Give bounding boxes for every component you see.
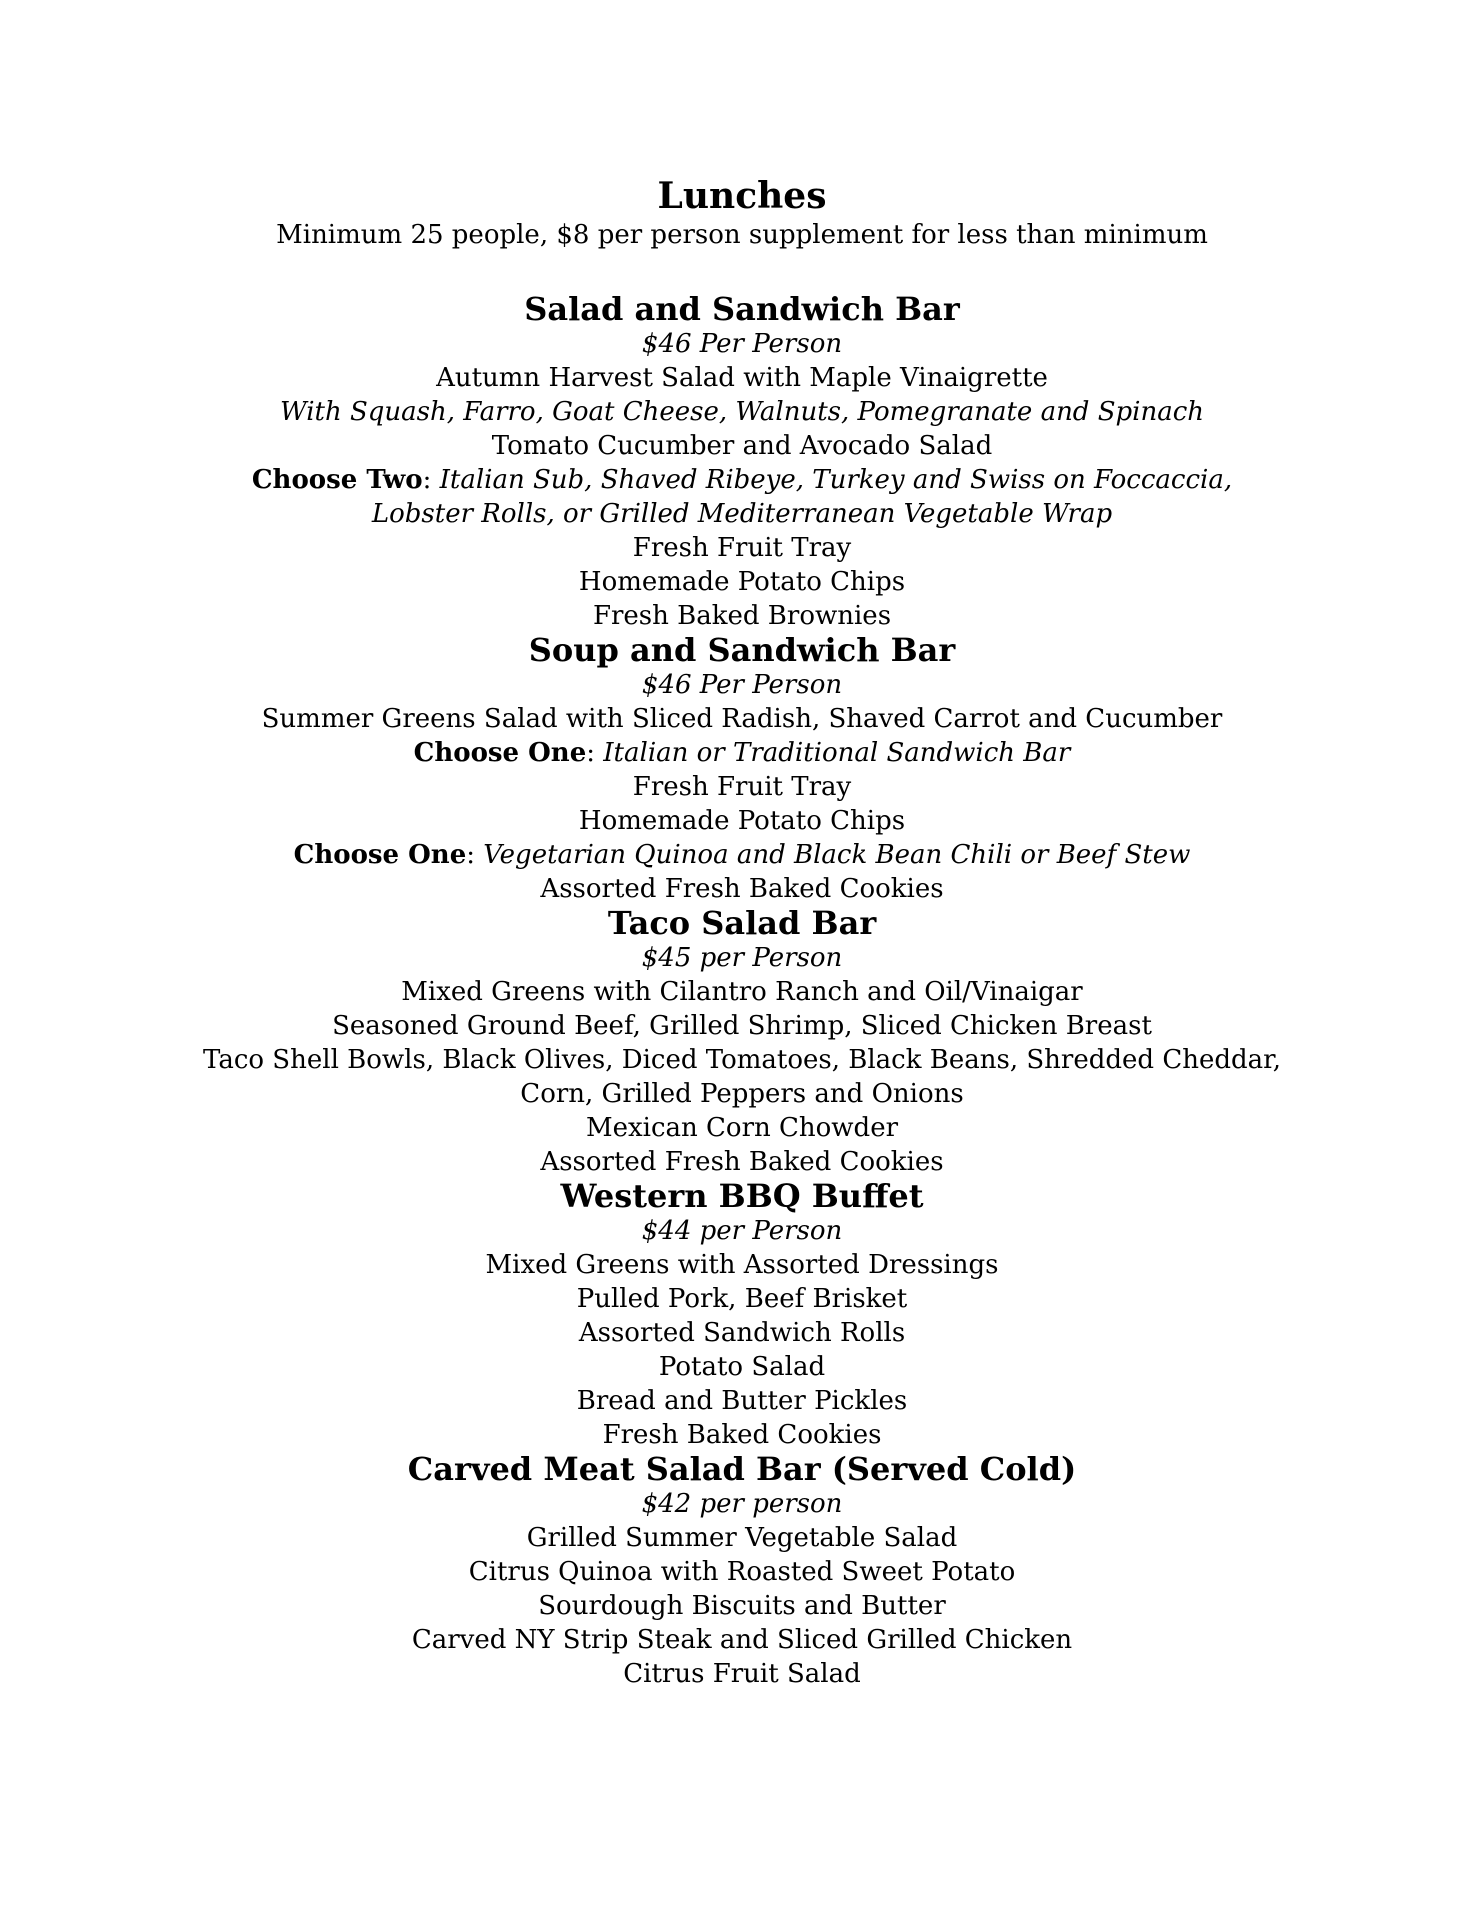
menu-item: Fresh Fruit Tray [632,772,852,802]
choose-option: Choose Two: Italian Sub, Shaved Ribeye, Turkey and Swiss on Foccaccia, Lobster Rolls, or Grilled Mediterranean Vegetable Wrap [251,465,1233,529]
section-western-bbq-buffet [0,1179,1484,1452]
section-title: Salad and Sandwich Bar [524,290,960,328]
choose-options: Vegetarian Quinoa and Black Bean Chili or Beef Stew [483,840,1191,870]
menu-item: Grilled Summer Vegetable Salad [526,1523,958,1553]
choose-label: Choose One [293,840,467,870]
menu-item: Bread and Butter Pickles [576,1386,908,1416]
menu-item: Assorted Fresh Baked Cookies [540,874,944,904]
section-title: Soup and Sandwich Bar [528,631,956,669]
menu-item: Pulled Pork, Beef Brisket [576,1284,908,1314]
menu-item: Autumn Harvest Salad with Maple Vinaigrette [436,363,1048,393]
choose-options: Italian Sub, Shaved Ribeye, Turkey and Swiss on Foccaccia, Lobster Rolls, or Grilled Mediterranean Vegetable Wrap [371,465,1233,529]
menu-item: Fresh Baked Brownies [592,601,892,631]
section-title: Carved Meat Salad Bar (Served Cold) [407,1450,1077,1488]
menu-item: Citrus Fruit Salad [623,1659,861,1689]
section-taco-salad-bar [0,906,1484,1179]
menu-item: Summer Greens Salad with Sliced Radish, Shaved Carrot and Cucumber [261,704,1223,734]
section-price: $42 per person [641,1489,843,1519]
section-carved-meat-salad-bar [0,1452,1484,1691]
menu-item: Taco Shell Bowls, Black Olives, Diced Tomatoes, Black Beans, Shredded Cheddar, [203,1045,1281,1075]
section-price: $46 Per Person [641,329,843,359]
menu-item: Carved NY Strip Steak and Sliced Grilled Chicken [411,1625,1073,1655]
menu-item: Assorted Sandwich Rolls [578,1318,906,1348]
menu-item-description: With Squash, Farro, Goat Cheese, Walnuts, Pomegranate and Spinach [279,397,1205,427]
menu-item: Mixed Greens with Assorted Dressings [485,1250,999,1280]
menu-item: Fresh Fruit Tray [632,533,852,563]
menu-item: Tomato Cucumber and Avocado Salad [491,431,993,461]
menu-item: Potato Salad [658,1352,826,1382]
page-title: Lunches [657,175,827,217]
menu-item: Seasoned Ground Beef, Grilled Shrimp, Sliced Chicken Breast [332,1011,1152,1041]
menu-item: Mixed Greens with Cilantro Ranch and Oil/Vinaigar [401,977,1083,1007]
section-soup-sandwich-bar [0,633,1484,906]
menu-item: Sourdough Biscuits and Butter [538,1591,946,1621]
choose-option: Choose One: Vegetarian Quinoa and Black Bean Chili or Beef Stew [293,840,1191,870]
menu-item: Assorted Fresh Baked Cookies [540,1147,944,1177]
menu-item: Citrus Quinoa with Roasted Sweet Potato [468,1557,1016,1587]
section-salad-sandwich-bar [0,292,1484,633]
menu-item: Corn, Grilled Peppers and Onions [520,1079,964,1109]
section-title: Taco Salad Bar [607,904,877,942]
menu-item: Homemade Potato Chips [578,806,906,836]
section-price: $46 Per Person [641,670,843,700]
menu-item: Fresh Baked Cookies [602,1420,882,1450]
section-price: $44 per Person [641,1216,843,1246]
section-title: Western BBQ Buffet [560,1177,924,1215]
choose-options: Italian or Traditional Sandwich Bar [603,738,1071,768]
section-price: $45 per Person [641,943,843,973]
choose-option: Choose One: Italian or Traditional Sandwich Bar [413,738,1071,768]
menu-item: Homemade Potato Chips [578,567,906,597]
menu-item: Mexican Corn Chowder [585,1113,899,1143]
choose-label: Choose Two [251,465,423,495]
page-subtitle: Minimum 25 people, $8 per person supplement for less than minimum [276,220,1208,250]
choose-label: Choose One [413,738,587,768]
